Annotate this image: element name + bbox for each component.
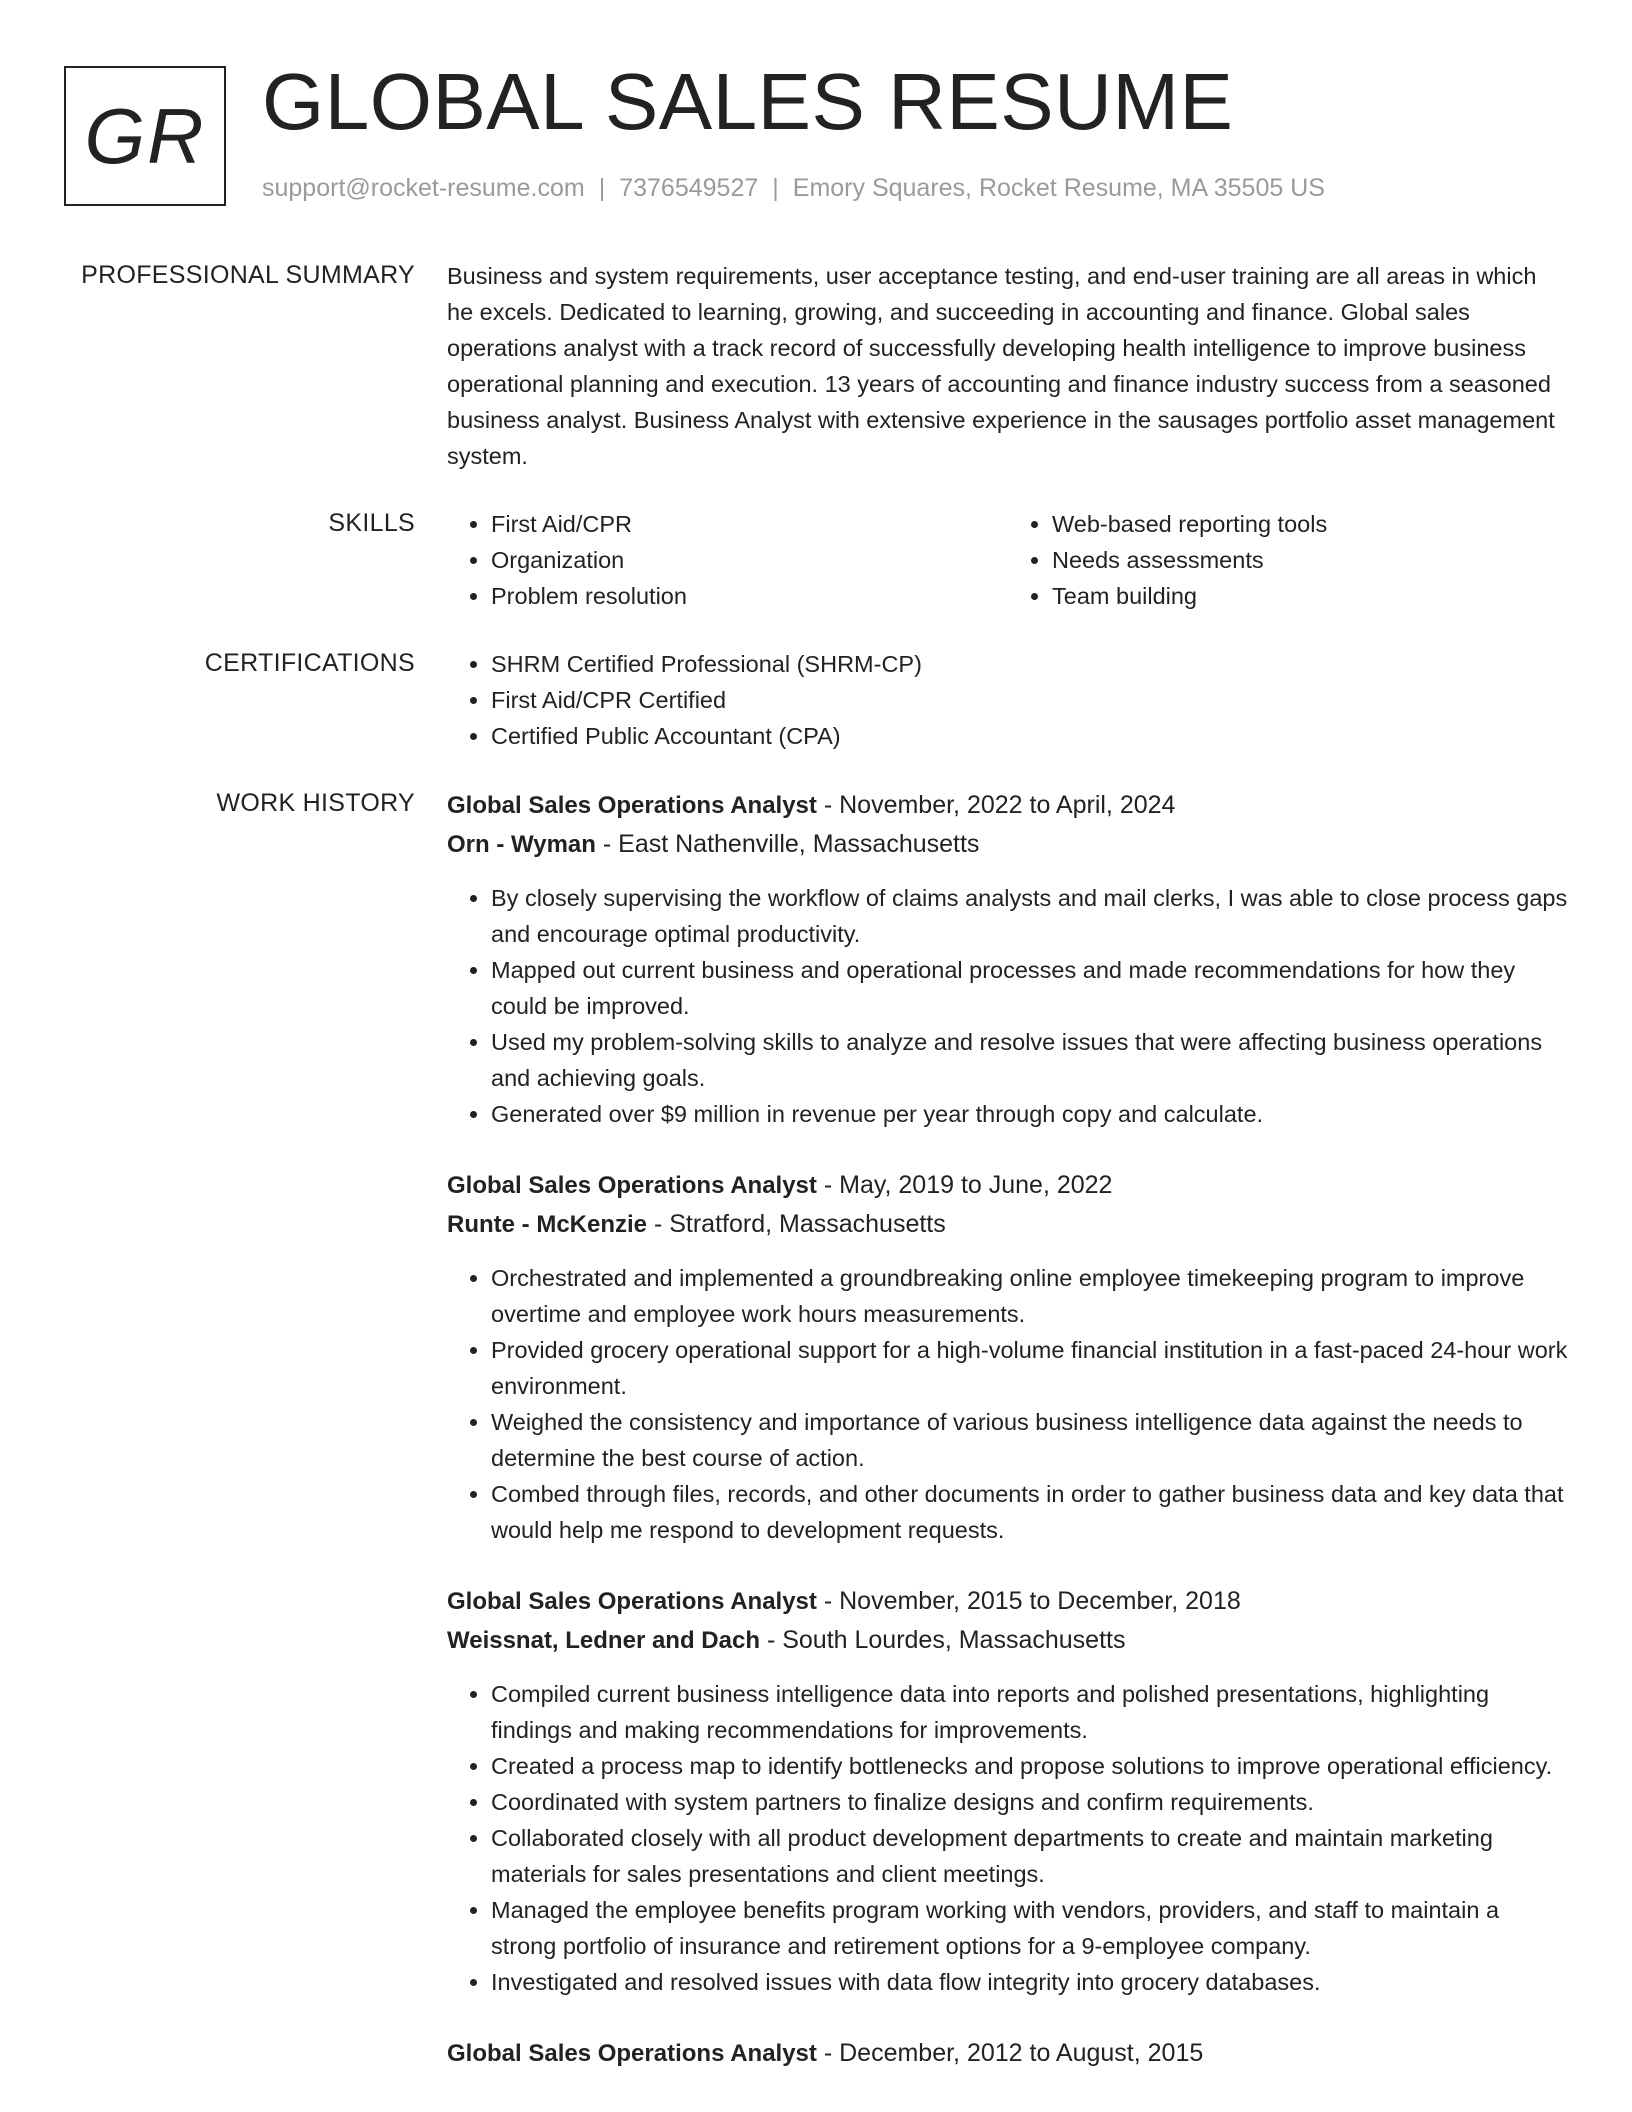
job-bullet: • Compiled current business intelligence data into reports and polished presentations, highlighting findings and making recommendations for improvements. bbox=[491, 1676, 1569, 1748]
job-bullet: • Provided grocery operational support for a high-volume financial institution in a fast-paced 24-hour work environment. bbox=[491, 1332, 1569, 1404]
skill-item: • Organization bbox=[491, 542, 1008, 578]
resume-title: GLOBAL SALES RESUME bbox=[262, 57, 1234, 146]
job-title-line bbox=[447, 786, 1569, 825]
work-history-heading: WORK HISTORY bbox=[216, 789, 415, 817]
job-dates: - November, 2015 to December, 2018 bbox=[823, 1587, 1241, 1615]
job-title: Global Sales Operations Analyst bbox=[447, 1172, 817, 1199]
job-bullets bbox=[447, 880, 1569, 1132]
job-company-line bbox=[447, 1621, 1569, 1660]
job-bullet: • Combed through files, records, and other documents in order to gather business data and key data that would help me respond to development requests. bbox=[491, 1476, 1569, 1548]
monogram-badge bbox=[64, 66, 226, 206]
job-bullets bbox=[447, 1260, 1569, 1548]
contact-separator: | bbox=[598, 174, 606, 202]
job-title-line bbox=[447, 1582, 1569, 1621]
job-entry bbox=[447, 2034, 1569, 2073]
job-location: - South Lourdes, Massachusetts bbox=[766, 1626, 1126, 1654]
job-title-line bbox=[447, 1166, 1569, 1205]
job-bullet: • Managed the employee benefits program working with vendors, providers, and staff to maintain a strong portfolio of insurance and retirement options for a 9-employee company. bbox=[491, 1892, 1569, 1964]
job-dates: - December, 2012 to August, 2015 bbox=[823, 2039, 1204, 2067]
job-company: Runte - McKenzie bbox=[447, 1211, 648, 1238]
job-title-line bbox=[447, 2034, 1569, 2073]
job-entry bbox=[447, 786, 1569, 1132]
job-bullet: • Coordinated with system partners to finalize designs and confirm requirements. bbox=[491, 1784, 1569, 1820]
job-bullet: • Used my problem-solving skills to analyze and resolve issues that were affecting business operations and achieving goals. bbox=[491, 1024, 1569, 1096]
job-title: Global Sales Operations Analyst bbox=[447, 792, 817, 819]
summary-section bbox=[0, 258, 1632, 474]
skills-section bbox=[0, 506, 1632, 614]
certifications-list bbox=[447, 646, 1569, 754]
skill-item: • Problem resolution bbox=[491, 578, 1008, 614]
job-bullet: • Collaborated closely with all product development departments to create and maintain marketing materials for sales presentations and client meetings. bbox=[491, 1820, 1569, 1892]
contact-phone: 7376549527 bbox=[619, 174, 759, 202]
skills-grid bbox=[447, 506, 1569, 614]
job-bullet: • Generated over $9 million in revenue per year through copy and calculate. bbox=[491, 1096, 1569, 1132]
certifications-heading: CERTIFICATIONS bbox=[204, 649, 415, 677]
job-title: Global Sales Operations Analyst bbox=[447, 2040, 817, 2067]
job-location: - Stratford, Massachusetts bbox=[653, 1210, 946, 1238]
job-bullets bbox=[447, 1676, 1569, 2000]
job-title: Global Sales Operations Analyst bbox=[447, 1588, 817, 1615]
job-dates: - November, 2022 to April, 2024 bbox=[823, 791, 1176, 819]
job-bullet: • Orchestrated and implemented a groundbreaking online employee timekeeping program to improve overtime and employee work hours measurements. bbox=[491, 1260, 1569, 1332]
work-history-section bbox=[0, 786, 1632, 2107]
summary-text: Business and system requirements, user acceptance testing, and end-user training are all areas in which he excels. Dedicated to learning, growing, and succeeding in accounting and finance. Global sales operations analyst with a track record of successfully developing health intelligence to improve business operational planning and execution. 13 years of accounting and finance industry success from a seasoned business analyst. Business Analyst with extensive experience in the sausages portfolio asset management system. bbox=[447, 263, 1555, 469]
job-bullet: • Created a process map to identify bottlenecks and propose solutions to improve operational efficiency. bbox=[491, 1748, 1569, 1784]
skills-column bbox=[1008, 506, 1569, 614]
job-company: Orn - Wyman bbox=[447, 831, 596, 858]
skills-column bbox=[447, 506, 1008, 614]
job-company: Weissnat, Ledner and Dach bbox=[447, 1627, 760, 1654]
skill-item: • Needs assessments bbox=[1052, 542, 1569, 578]
skills-heading: SKILLS bbox=[328, 509, 415, 537]
certification-item: • SHRM Certified Professional (SHRM-CP) bbox=[491, 646, 1569, 682]
contact-address: Emory Squares, Rocket Resume, MA 35505 US bbox=[792, 174, 1325, 202]
summary-heading: PROFESSIONAL SUMMARY bbox=[81, 261, 415, 289]
certification-item: • Certified Public Accountant (CPA) bbox=[491, 718, 1569, 754]
job-entry bbox=[447, 1582, 1569, 2000]
certifications-section bbox=[0, 646, 1632, 754]
job-company-line bbox=[447, 825, 1569, 864]
skill-item: • Web-based reporting tools bbox=[1052, 506, 1569, 542]
job-dates: - May, 2019 to June, 2022 bbox=[823, 1171, 1113, 1199]
skill-item: • First Aid/CPR bbox=[491, 506, 1008, 542]
skill-item: • Team building bbox=[1052, 578, 1569, 614]
job-bullet: • Mapped out current business and operational processes and made recommendations for how they could be improved. bbox=[491, 952, 1569, 1024]
contact-separator: | bbox=[772, 174, 779, 202]
job-bullet: • By closely supervising the workflow of claims analysts and mail clerks, I was able to close process gaps and encourage optimal productivity. bbox=[491, 880, 1569, 952]
contact-line bbox=[262, 174, 1325, 203]
job-entry bbox=[447, 1166, 1569, 1548]
job-bullet: • Investigated and resolved issues with data flow integrity into grocery databases. bbox=[491, 1964, 1569, 2000]
resume-content bbox=[0, 258, 1632, 2107]
contact-email: support@rocket-resume.com bbox=[262, 174, 585, 202]
job-location: - East Nathenville, Massachusetts bbox=[602, 830, 980, 858]
job-bullet: • Weighed the consistency and importance of various business intelligence data against the needs to determine the best course of action. bbox=[491, 1404, 1569, 1476]
certification-item: • First Aid/CPR Certified bbox=[491, 682, 1569, 718]
monogram-initials: GR bbox=[84, 91, 206, 180]
job-company-line bbox=[447, 1205, 1569, 1244]
